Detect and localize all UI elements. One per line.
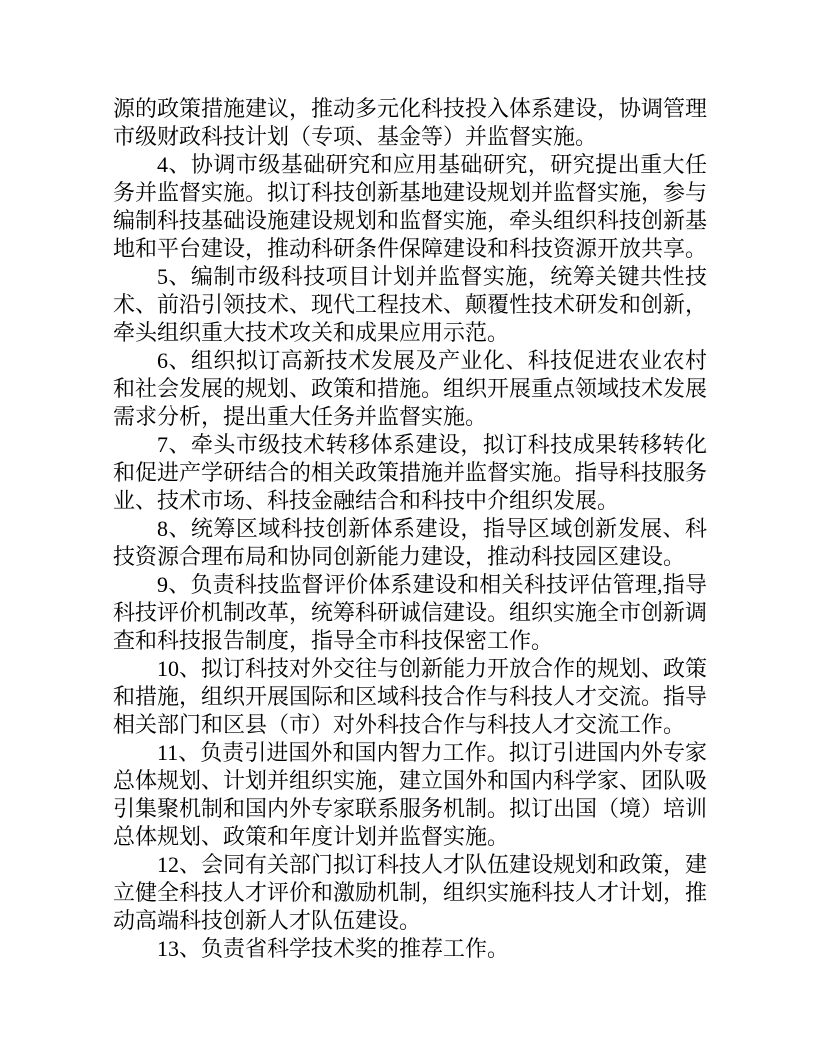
paragraph: 4、协调市级基础研究和应用基础研究，研究提出重大任务并监督实施。拟订科技创新基地建设规划并监督实施，参与编制科技基础设施建设规划和监督实施，牵头组织科技创新基地和平台建设，推动科研条件保障建设和科技资源开放共享。 — [113, 152, 708, 261]
paragraph: 13、负责省科学技术奖的推荐工作。 — [157, 936, 510, 961]
paragraph: 8、统筹区域科技创新体系建设，指导区域创新发展、科技资源合理布局和协同创新能力建设，推动科技园区建设。 — [113, 516, 707, 569]
paragraph: 10、拟订科技对外交往与创新能力开放合作的规划、政策和措施，组织开展国际和区域科技合作与科技人才交流。指导相关部门和区县（市）对外科技合作与科技人才交流工作。 — [113, 656, 708, 737]
paragraph: 9、负责科技监督评价体系建设和相关科技评估管理,指导科技评价机制改革，统筹科研诚信建设。组织实施全市创新调查和科技报告制度，指导全市科技保密工作。 — [113, 572, 708, 653]
paragraph: 11、负责引进国外和国内智力工作。拟订引进国内外专家总体规划、计划并组织实施，建立国外和国内科学家、团队吸引集聚机制和国内外专家联系服务机制。拟订出国（境）培训总体规划、政策和年度计划并监督实施。 — [113, 740, 708, 849]
paragraph: 6、组织拟订高新技术发展及产业化、科技促进农业农村和社会发展的规划、政策和措施。组织开展重点领域技术发展需求分析，提出重大任务并监督实施。 — [113, 348, 708, 429]
paragraph: 5、编制市级科技项目计划并监督实施，统筹关键共性技术、前沿引领技术、现代工程技术、颠覆性技术研发和创新，牵头组织重大技术攻关和成果应用示范。 — [113, 264, 708, 345]
paragraph: 12、会同有关部门拟订科技人才队伍建设规划和政策，建立健全科技人才评价和激励机制，组织实施科技人才计划，推动高端科技创新人才队伍建设。 — [113, 852, 708, 933]
document-body — [113, 95, 707, 963]
paragraph: 源的政策措施建议，推动多元化科技投入体系建设，协调管理市级财政科技计划（专项、基金等）并监督实施。 — [113, 96, 708, 149]
paragraph: 7、牵头市级技术转移体系建设，拟订科技成果转移转化和促进产学研结合的相关政策措施并监督实施。指导科技服务业、技术市场、科技金融结合和科技中介组织发展。 — [113, 432, 708, 513]
